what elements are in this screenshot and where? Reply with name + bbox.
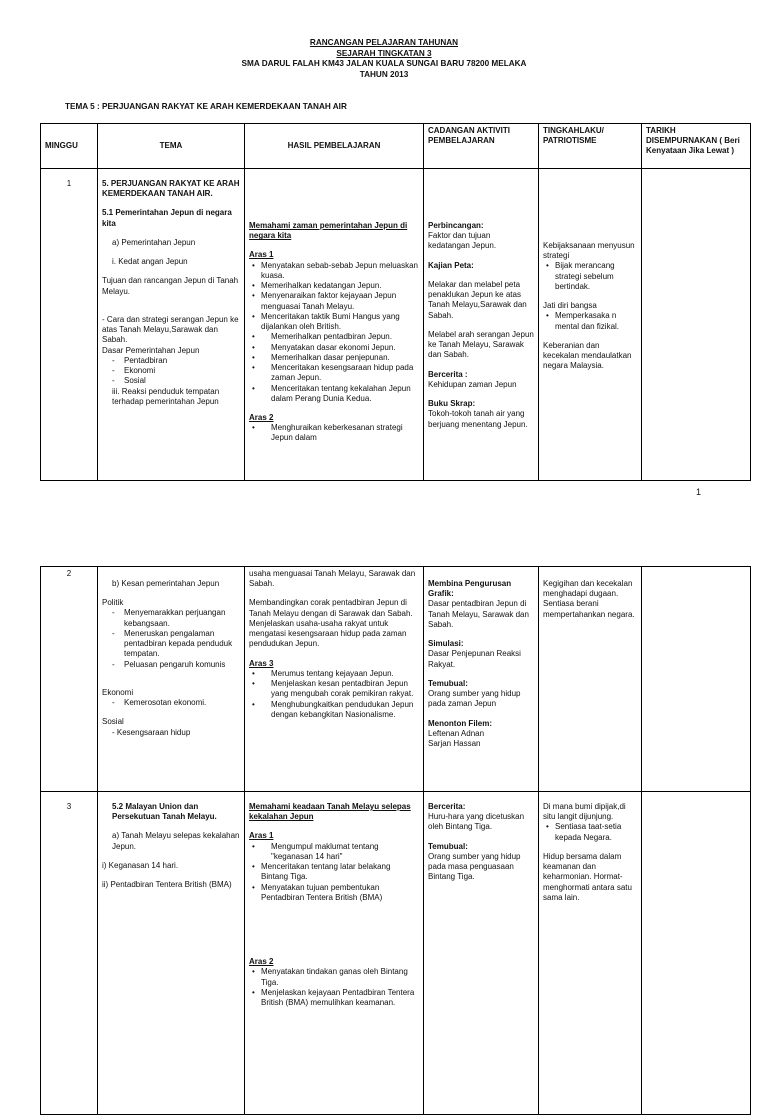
lesson-plan-table-page1 — [40, 123, 751, 481]
tema-item: - Meneruskan pengalaman pentadbiran kepada penduduk tempatan. — [102, 629, 240, 660]
activity-label: Membina Pengurusan Grafik: — [428, 579, 512, 599]
tema-title: 5. PERJUANGAN RAKYAT KE ARAH KEMERDEKAAN TANAH AIR. — [102, 179, 240, 199]
col-minggu: MINGGU — [41, 124, 98, 169]
tema-item: - Menyemarakkan perjuangan kebangsaan. — [102, 608, 240, 628]
aras-label: Aras 2 — [249, 412, 274, 422]
tema-item: iii. Reaksi penduduk tempatan terhadap pemerintahan Jepun — [112, 386, 220, 406]
col-cadangan: CADANGAN AKTIVITI PEMBELAJARAN — [424, 124, 539, 169]
tingkahlaku-cell — [539, 792, 642, 1115]
hasil-item: • Menceritakan kesengsaraan hidup pada zaman Jepun. — [261, 363, 419, 383]
tema-item: i) Keganasan 14 hari. — [102, 860, 179, 870]
tema-cell — [98, 567, 245, 792]
hasil-item: • Memerihalkan kedatangan Jepun. — [261, 281, 419, 291]
minggu-cell: 3 — [41, 792, 98, 1115]
tema-item: - Kesengsaraan hidup — [112, 727, 191, 737]
activity-text: Melabel arah serangan Jepun ke Tanah Melayu, Sarawak dan Sabah. — [428, 329, 534, 360]
minggu-cell: 1 — [41, 169, 98, 481]
activity-label: Temubual: — [428, 841, 468, 851]
activity-text: Faktor dan tujuan kedatangan Jepun. — [428, 231, 497, 251]
hasil-item: • Menceritakan tentang latar belakang Bintang Tiga. — [261, 862, 419, 882]
col-tarikh: TARIKH DISEMPURNAKAN ( Beri Kenyataan Jika Lewat ) — [642, 124, 751, 169]
aras-label: Aras 2 — [249, 957, 274, 967]
hasil-item: usaha menguasai Tanah Melayu, Sarawak dan Sabah. — [249, 569, 416, 589]
hasil-cell — [245, 169, 424, 481]
activity-label: Buku Skrap: — [428, 399, 476, 409]
value-item: • Bijak merancang strategi sebelum bertindak. — [555, 261, 637, 292]
activity-label: Perbincangan: — [428, 221, 484, 230]
tema-item: Dasar Pemerintahan Jepun — [102, 345, 200, 355]
activity-text: Huru-hara yang dicetuskan oleh Bintang Tiga. — [428, 812, 525, 832]
activity-label: Kajian Peta: — [428, 260, 474, 270]
tingkahlaku-cell — [539, 567, 642, 792]
tarikh-cell — [642, 567, 751, 792]
hasil-item: • Menghuraikan keberkesanan strategi Jepun dalam — [261, 423, 419, 443]
col-tingkahlaku: TINGKAHLAKU/ PATRIOTISME — [539, 124, 642, 169]
tema-item: ii) Pentadbiran Tentera British (BMA) — [102, 880, 232, 890]
hasil-item: • Menceritakan tentang kekalahan Jepun dalam Perang Dunia Kedua. — [261, 384, 419, 404]
tema-item: - Pentadbiran — [102, 356, 240, 366]
hasil-item: • Menyatakan dasar ekonomi Jepun. — [261, 343, 419, 353]
document-header — [0, 38, 768, 81]
hasil-item: Menjelaskan usaha-usaha rakyat untuk mengatasi kesengsaraan hidup pada zaman pendudukan Jepun. — [249, 618, 407, 649]
cadangan-cell — [424, 792, 539, 1115]
lesson-plan-table-page2 — [40, 566, 751, 1115]
activity-text: Dasar Penjepunan Reaksi Rakyat. — [428, 649, 521, 669]
table-row-minggu-2 — [41, 567, 751, 792]
tema-item: - Sosial — [102, 376, 240, 386]
tema-item: a) Tanah Melayu selepas kekalahan Jepun. — [112, 831, 240, 851]
tema-item: - Cara dan strategi serangan Jepun ke atas Tanah Melayu,Sarawak dan Sabah. — [102, 314, 239, 345]
header-year: TAHUN 2013 — [359, 69, 409, 79]
tema-item: - Kemerosotan ekonomi. — [102, 698, 240, 708]
tema-cell — [98, 169, 245, 481]
tema-cell — [98, 792, 245, 1115]
tema-item: a) Pemerintahan Jepun — [112, 237, 196, 247]
value-text: Jati diri bangsa — [543, 301, 597, 311]
col-tema: TEMA — [98, 124, 245, 169]
activity-text: Orang sumber yang hidup pada masa penguasaan Bintang Tiga. — [428, 851, 521, 882]
hasil-item: • Menjelaskan kejayaan Pentadbiran Tentera British (BMA) memulihkan keamanan. — [261, 988, 419, 1008]
header-school: SMA DARUL FALAH KM43 JALAN KUALA SUNGAI BARU 78200 MELAKA — [241, 59, 527, 69]
tema-item: i. Kedat angan Jepun — [112, 257, 188, 267]
header-title: RANCANGAN PELAJARAN TAHUNAN — [309, 38, 459, 47]
activity-text: Leftenan Adnan — [428, 728, 485, 738]
activity-text: Dasar pentadbiran Jepun di Tanah Melayu, Sarawak dan Sabah. — [428, 599, 529, 629]
activity-text: Tokoh-tokoh tanah air yang berjuang menentang Jepun. — [428, 409, 528, 429]
value-item: • Memperkasaka n mental dan fizikal. — [555, 311, 637, 331]
value-text: Kegigihan dan kecekalan menghadapi dugaan. Sentiasa berani mempertahankan negara. — [543, 579, 635, 619]
hasil-item: • Merumus tentang kejayaan Jepun. — [261, 669, 419, 679]
activity-label: Bercerita: — [428, 802, 466, 811]
hasil-item: • Menjelaskan kesan pentadbiran Jepun yang mengubah corak pemikiran rakyat. — [261, 679, 419, 699]
hasil-item: • Mengumpul maklumat tentang "keganasan 14 hari" — [261, 842, 419, 862]
tema-title: 5.2 Malayan Union dan Persekutuan Tanah Melayu. — [112, 802, 217, 822]
aras-label: Aras 1 — [249, 250, 274, 260]
cadangan-cell — [424, 169, 539, 481]
hasil-item: • Menyatakan tujuan pembentukan Pentadbiran Tentera British (BMA) — [261, 883, 419, 903]
hasil-item: • Menyenaraikan faktor kejayaan Jepun menguasai Tanah Melayu. — [261, 291, 419, 311]
hasil-heading: Memahami zaman pemerintahan Jepun di negara kita — [249, 221, 408, 241]
activity-text: Melakar dan melabel peta penaklukan Jepun ke atas Tanah Melayu,Sarawak dan Sabah. — [428, 279, 527, 320]
hasil-cell — [245, 567, 424, 792]
hasil-item: • Menceritakan taktik Bumi Hangus yang dijalankan oleh British. — [261, 312, 419, 332]
activity-text: Kehidupan zaman Jepun — [428, 379, 517, 389]
tarikh-cell — [642, 169, 751, 481]
value-text: Keberanian dan kecekalan mendaulatkan negara Malaysia. — [543, 340, 632, 371]
activity-text: Orang sumber yang hidup pada zaman Jepun — [428, 689, 521, 709]
tema-item: b) Kesan pemerintahan Jepun — [112, 579, 220, 588]
hasil-cell — [245, 792, 424, 1115]
table-header-row — [41, 124, 751, 169]
activity-text: Sarjan Hassan — [428, 739, 481, 749]
hasil-heading: Memahami keadaan Tanah Melayu selepas kekalahan Jepun — [249, 802, 411, 822]
tema-heading: TEMA 5 : PERJUANGAN RAKYAT KE ARAH KEMERDEKAAN TANAH AIR — [65, 102, 347, 111]
page-number: 1 — [696, 487, 702, 497]
tema-item: Tujuan dan rancangan Jepun di Tanah Melayu. — [102, 276, 239, 296]
hasil-item: • Menghubungkaitkan pendudukan Jepun dengan kebangkitan Nasionalisme. — [261, 700, 419, 720]
tema-item: Ekonomi — [102, 687, 134, 697]
value-text: Kebijaksanaan menyusun strategi — [543, 241, 635, 261]
minggu-cell: 2 — [41, 567, 98, 792]
table-row-minggu-1 — [41, 169, 751, 481]
hasil-item: • Menyatakan sebab-sebab Jepun meluaskan kuasa. — [261, 261, 419, 281]
header-subject: SEJARAH TINGKATAN 3 — [336, 48, 432, 58]
tingkahlaku-cell — [539, 169, 642, 481]
value-item: • Sentiasa taat-setia kepada Negara. — [555, 822, 637, 842]
hasil-item: • Memerihalkan dasar penjepunan. — [261, 353, 419, 363]
cadangan-cell — [424, 567, 539, 792]
col-hasil: HASIL PEMBELAJARAN — [245, 124, 424, 169]
tema-item: - Peluasan pengaruh komunis — [102, 660, 240, 670]
activity-label: Menonton Filem: — [428, 718, 492, 728]
tema-subtitle: 5.1 Pemerintahan Jepun di negara kita — [102, 208, 232, 228]
aras-label: Aras 3 — [249, 658, 274, 668]
tarikh-cell — [642, 792, 751, 1115]
value-text: Hidup bersama dalam keamanan dan keharmonian. Hormat-menghormati antara satu sama lain. — [543, 851, 632, 902]
activity-label: Temubual: — [428, 678, 468, 688]
activity-label: Simulasi: — [428, 639, 464, 649]
hasil-item: • Memerihalkan pentadbiran Jepun. — [261, 332, 419, 342]
table-row-minggu-3 — [41, 792, 751, 1115]
tema-item: Politik — [102, 598, 124, 608]
activity-label: Bercerita : — [428, 369, 468, 379]
tema-item: Sosial — [102, 717, 124, 727]
hasil-item: • Menyatakan tindakan ganas oleh Bintang Tiga. — [261, 967, 419, 987]
hasil-item: Membandingkan corak pentadbiran Jepun di Tanah Melayu dengan di Sarawak dan Sabah. — [249, 598, 413, 618]
value-text: Di mana bumi dipijak,di situ langit dijunjung. — [543, 802, 626, 822]
aras-label: Aras 1 — [249, 831, 274, 841]
tema-item: - Ekonomi — [102, 366, 240, 376]
